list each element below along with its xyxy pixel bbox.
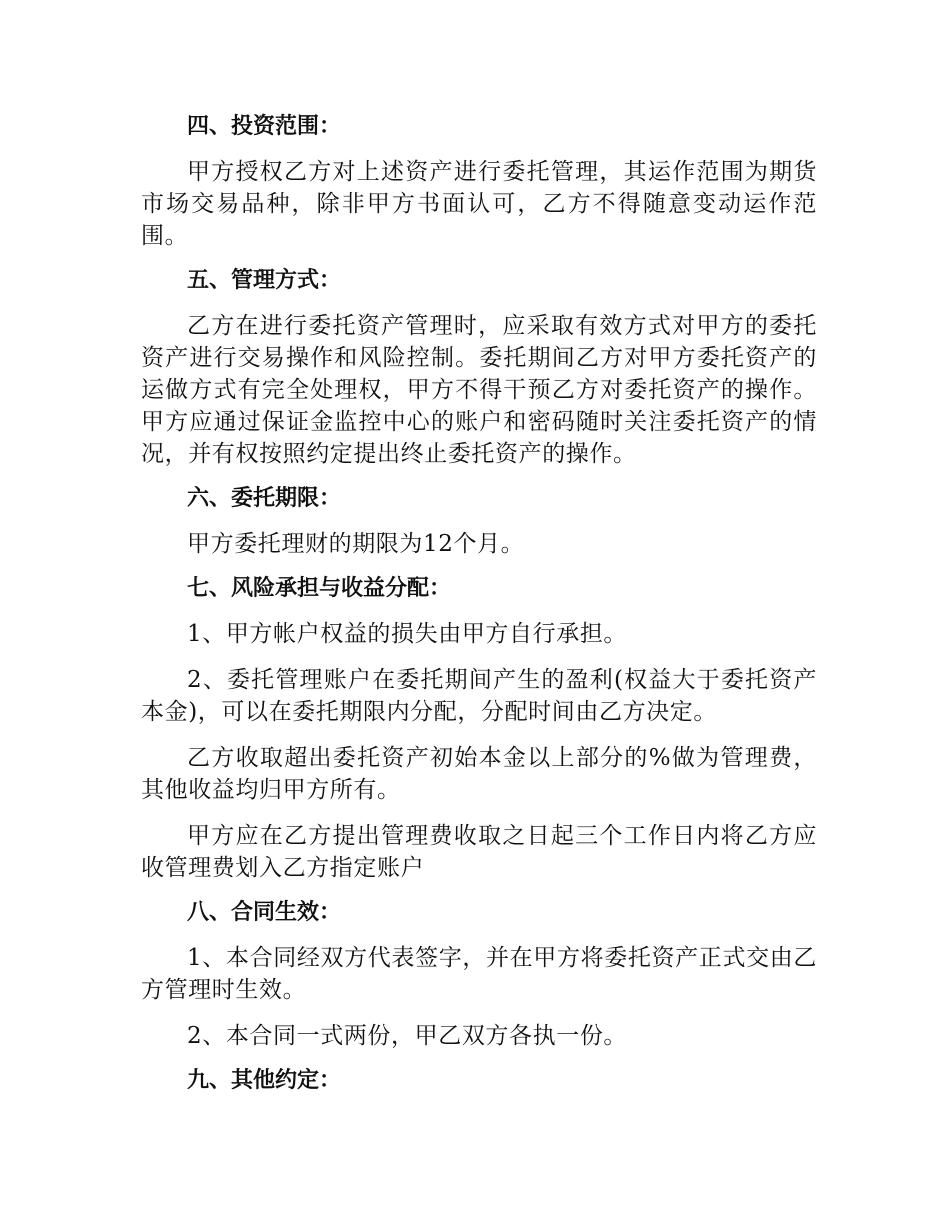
section-heading-other-agreements: 九、其他约定： (187, 1068, 342, 1093)
paragraph: 2、委托管理账户在委托期间产生的盈利(权益大于委托资产本金)，可以在委托期限内分配，分配时间由乙方决定。 (141, 667, 817, 725)
paragraph: 1、本合同经双方代表签字，并在甲方将委托资产正式交由乙方管理时生效。 (141, 945, 817, 1003)
paragraph: 乙方在进行委托资产管理时，应采取有效方式对甲方的委托资产进行交易操作和风险控制。委托期间乙方对甲方委托资产的运做方式有完全处理权，甲方不得干预乙方对委托资产的操作。甲方应通过保证金监控中心的账户和密码随时关注委托资产的情况，并有权按照约定提出终止委托资产的操作。 (141, 313, 817, 467)
paragraph: 甲方授权乙方对上述资产进行委托管理，其运作范围为期货市场交易品种，除非甲方书面认可，乙方不得随意变动运作范围。 (141, 159, 817, 249)
section-heading-investment-scope: 四、投资范围： (187, 114, 342, 139)
paragraph: 甲方应在乙方提出管理费收取之日起三个工作日内将乙方应收管理费划入乙方指定账户 (141, 823, 817, 881)
paragraph: 1、甲方帐户权益的损失由甲方自行承担。 (187, 621, 628, 647)
section-heading-entrustment-period: 六、委托期限： (187, 486, 342, 511)
paragraph: 2、本合同一式两份，甲乙双方各执一份。 (187, 1023, 628, 1049)
paragraph: 甲方委托理财的期限为12个月。 (187, 531, 525, 557)
section-heading-contract-effect: 八、合同生效： (187, 900, 342, 925)
paragraph: 乙方收取超出委托资产初始本金以上部分的%做为管理费，其他收益均归甲方所有。 (141, 745, 817, 803)
section-heading-risk-and-profit: 七、风险承担与收益分配： (187, 576, 452, 601)
section-heading-management-method: 五、管理方式： (187, 268, 342, 293)
document-page (141, 100, 817, 1110)
